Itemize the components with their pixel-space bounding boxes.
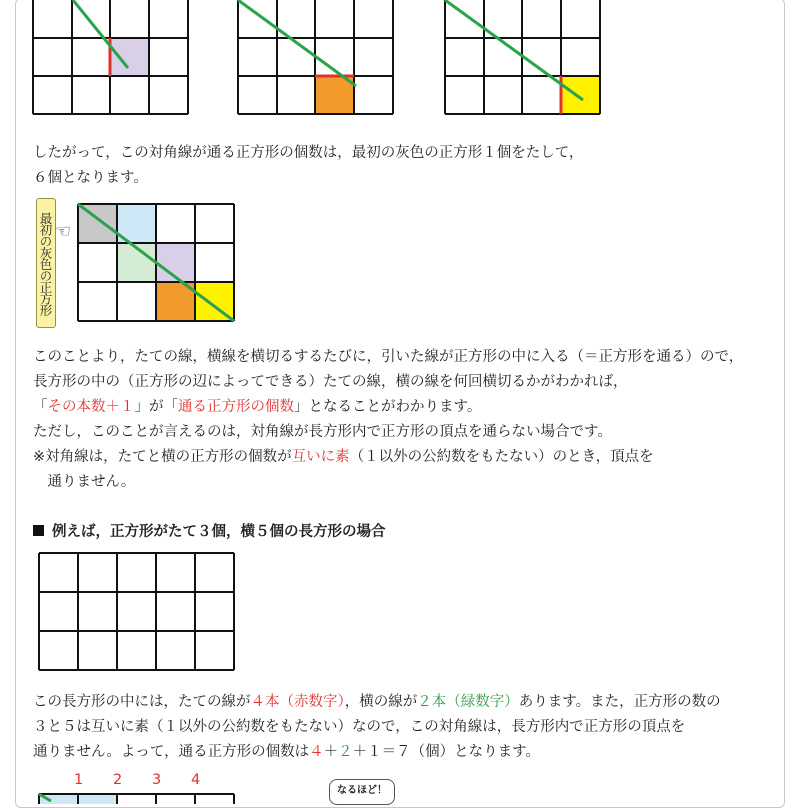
red-text: ４本（赤数字） xyxy=(250,694,345,710)
red-text: ４ xyxy=(309,744,324,760)
paragraph-2-line-4: ただし，このことが言えるのは，対角線が長方形内で正方形の頂点を通らない場合です。 xyxy=(33,424,612,440)
column-number: 2 xyxy=(113,772,123,788)
step-diagram-2 xyxy=(238,0,398,116)
example-heading: 例えば，正方形がたて３個，横５個の長方形の場合 xyxy=(33,522,386,542)
square-bullet-icon xyxy=(33,525,44,536)
pointing-hand-icon: ☜ xyxy=(55,221,72,242)
highlight-square xyxy=(110,38,149,76)
paragraph-2-line-2: 長方形の中の（正方形の辺によってできる）たての線，横の線を何回横切るかがわかれば， xyxy=(33,374,628,390)
highlight-square xyxy=(561,76,600,114)
diagonal-line xyxy=(445,0,583,100)
speech-bubble: なるほど！ xyxy=(329,779,395,805)
example-grid-3x5 xyxy=(39,553,239,673)
summary-diagram xyxy=(78,204,238,322)
paragraph-3-line-1: この長方形の中には，たての線が４本（赤数字），横の線が２本（緑数字）あります。また，正方形の数の xyxy=(33,694,721,710)
paragraph-1-line-2: ６個となります。 xyxy=(33,170,148,186)
paragraph-3-line-2: ３と５は互いに素（１以外の公約数をもたない）なので，この対角線は，長方形内で正方形の頂点を xyxy=(33,719,686,735)
diagonal-line xyxy=(238,0,356,86)
paragraph-2-line-3: 「その本数＋１」が「通る正方形の個数」となることがわかります。 xyxy=(33,399,482,415)
green-text: ２本（緑数字） xyxy=(417,694,519,710)
paragraph-2-line-6: 通りません。 xyxy=(33,474,136,490)
green-text: ２ xyxy=(338,744,353,760)
paragraph-2-line-5: ※対角線は，たてと横の正方形の個数が互いに素（１以外の公約数をもたない）のとき，頂点を xyxy=(33,449,654,465)
step-diagram-3 xyxy=(445,0,605,116)
paragraph-2-line-1: このことより，たての線，横線を横切るするたびに，引いた線が正方形の中に入る（＝正方形を通る）ので， xyxy=(33,349,744,365)
red-text: その本数＋１ xyxy=(47,399,135,415)
paragraph-3-line-3: 通りません。よって，通る正方形の個数は４＋２＋１＝７（個）となります。 xyxy=(33,744,540,760)
step-diagram-1 xyxy=(33,0,193,116)
red-text: 互いに素 xyxy=(291,449,350,465)
first-gray-square-label: 最初の灰色の正方形 xyxy=(36,198,56,328)
paragraph-1-line-1: したがって，この対角線が通る正方形の個数は，最初の灰色の正方形１個をたして， xyxy=(33,145,584,161)
diagonal-line xyxy=(73,0,128,68)
column-number: 1 xyxy=(74,772,84,788)
column-number: 4 xyxy=(191,772,201,788)
column-number: 3 xyxy=(152,772,162,788)
red-text: 通る正方形の個数 xyxy=(178,399,294,415)
bottom-diagram xyxy=(39,794,239,804)
